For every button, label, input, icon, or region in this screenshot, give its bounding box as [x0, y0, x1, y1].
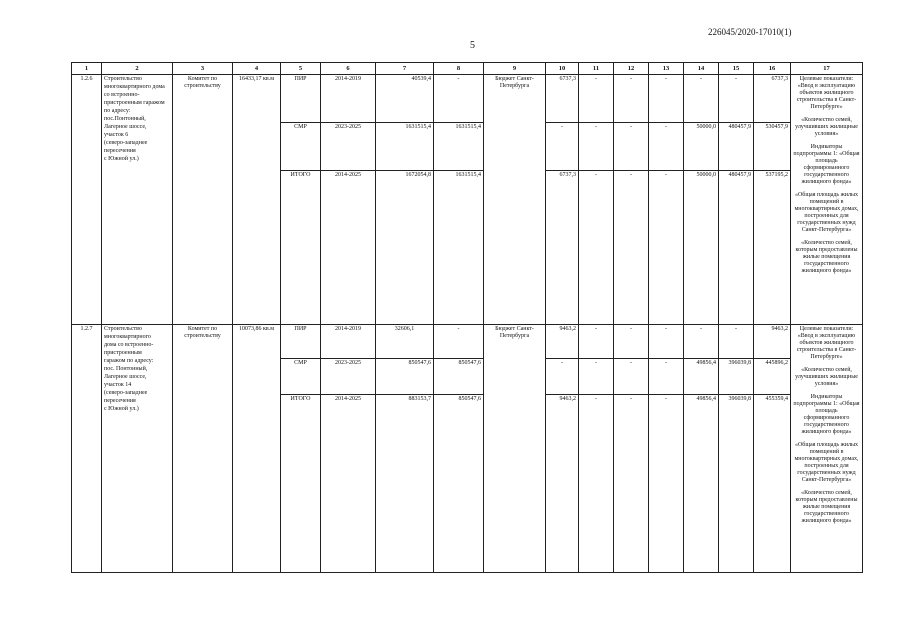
- object-description: Строительство многоквартирного дома со встроенно- пристроенным гаражом по адресу: пос.Понтонный, Лагерное шоссе, участок 6 (северо-западнее пересечения с Южной ул.): [102, 75, 173, 325]
- stage-col10: 9463,2: [546, 395, 579, 573]
- stage-col15: 396039,8: [719, 395, 754, 573]
- stage-col11: -: [579, 75, 614, 123]
- stage-total: 850547,6: [376, 359, 434, 395]
- stage-type: ПИР: [281, 325, 321, 359]
- stage-col11: -: [579, 123, 614, 171]
- stage-col13: -: [649, 75, 684, 123]
- column-number: 15: [719, 63, 754, 75]
- row-id: 1.2.7: [72, 325, 102, 573]
- table-row: [72, 325, 863, 359]
- target-indicators: Целевые показатели: «Ввод в эксплуатацию объектов жилищного строительства в Санкт-Петербурге» «Количество семей, улучшивших жилищные условия» Индикаторы подпрограммы 1: «Общая площадь сформированного государственного жилищного фонда» «Общая площадь жилых помещений в многоквартирных домах, построенных для государственных нужд Санкт-Петербурга» «Количество семей, которым предоставлены жилые помещения государственного жилищного фонда»: [791, 75, 863, 325]
- stage-col16: 530457,9: [754, 123, 791, 171]
- stage-col16: 9463,2: [754, 325, 791, 359]
- column-number: 3: [173, 63, 233, 75]
- area: 10073,86 кв.м: [233, 325, 281, 573]
- stage-col12: -: [614, 123, 649, 171]
- stage-col8: 1631515,4: [434, 123, 484, 171]
- stage-col11: -: [579, 171, 614, 325]
- object-description: Строительство многоквартирного дома со встроенно- пристроенным гаражом по адресу: пос. Понтонный, Лагерное шоссе, участок 14 (северо-западнее пересечения с Южной ул.): [102, 325, 173, 573]
- stage-col8: -: [434, 75, 484, 123]
- stage-col13: -: [649, 171, 684, 325]
- stage-total: 32606,1: [376, 325, 434, 359]
- stage-col15: 396039,8: [719, 359, 754, 395]
- stage-col13: -: [649, 395, 684, 573]
- stage-period: 2014-2019: [321, 325, 376, 359]
- target-indicators: Целевые показатели: «Ввод в эксплуатацию объектов жилищного строительства в Санкт-Петербурге» «Количество семей, улучшивших жилищные условия» Индикаторы подпрограммы 1: «Общая площадь сформированного государственного жилищного фонда» «Общая площадь жилых помещений в многоквартирных домах, построенных для государственных нужд Санкт-Петербурга» «Количество семей, которым предоставлены жилые помещения государственного жилищного фонда»: [791, 325, 863, 573]
- column-number: 10: [546, 63, 579, 75]
- table-row: [72, 75, 863, 123]
- stage-period: 2023-2025: [321, 359, 376, 395]
- page-number: 5: [470, 40, 475, 51]
- stage-total: 1631515,4: [376, 123, 434, 171]
- stage-col12: -: [614, 75, 649, 123]
- stage-col11: -: [579, 395, 614, 573]
- stage-total: 883153,7: [376, 395, 434, 573]
- stage-type: ПИР: [281, 75, 321, 123]
- stage-col10: -: [546, 123, 579, 171]
- stage-col10: 6737,3: [546, 171, 579, 325]
- column-number: 6: [321, 63, 376, 75]
- stage-col14: -: [684, 75, 719, 123]
- stage-col15: 480457,9: [719, 171, 754, 325]
- funding-source: Бюджет Санкт-Петербурга: [484, 325, 546, 573]
- column-number: 8: [434, 63, 484, 75]
- stage-col8: -: [434, 325, 484, 359]
- stage-period: 2023-2025: [321, 123, 376, 171]
- stage-col13: -: [649, 359, 684, 395]
- stage-type: СМР: [281, 359, 321, 395]
- stage-col15: -: [719, 75, 754, 123]
- column-number: 5: [281, 63, 321, 75]
- stage-total: 40539,4: [376, 75, 434, 123]
- column-number: 4: [233, 63, 281, 75]
- stage-period: 2014-2025: [321, 395, 376, 573]
- column-number: 14: [684, 63, 719, 75]
- stage-col12: -: [614, 171, 649, 325]
- column-number: 7: [376, 63, 434, 75]
- stage-type: ИТОГО: [281, 171, 321, 325]
- executor: Комитет по строительству: [173, 325, 233, 573]
- stage-col11: -: [579, 325, 614, 359]
- stage-period: 2014-2019: [321, 75, 376, 123]
- stage-col16: 445896,2: [754, 359, 791, 395]
- stage-col13: -: [649, 325, 684, 359]
- stage-col10: 9463,2: [546, 325, 579, 359]
- stage-type: ИТОГО: [281, 395, 321, 573]
- column-number: 12: [614, 63, 649, 75]
- stage-col14: 50000,0: [684, 171, 719, 325]
- stage-col14: 50000,0: [684, 123, 719, 171]
- column-number: 11: [579, 63, 614, 75]
- stage-col12: -: [614, 395, 649, 573]
- funding-source: Бюджет Санкт-Петербурга: [484, 75, 546, 325]
- stage-col12: -: [614, 359, 649, 395]
- stage-total: 1672054,8: [376, 171, 434, 325]
- column-number: 17: [791, 63, 863, 75]
- stage-col16: 6737,3: [754, 75, 791, 123]
- row-id: 1.2.6: [72, 75, 102, 325]
- column-number: 2: [102, 63, 173, 75]
- area: 16433,17 кв.м: [233, 75, 281, 325]
- stage-col10: -: [546, 359, 579, 395]
- stage-col11: -: [579, 359, 614, 395]
- stage-col12: -: [614, 325, 649, 359]
- stage-col14: 49856,4: [684, 395, 719, 573]
- stage-col8: 850547,6: [434, 359, 484, 395]
- column-number-row: [72, 63, 863, 75]
- stage-col14: -: [684, 325, 719, 359]
- stage-col16: 537195,2: [754, 171, 791, 325]
- column-number: 13: [649, 63, 684, 75]
- column-number: 16: [754, 63, 791, 75]
- document-number: 226045/2020-17010(1): [708, 27, 792, 37]
- column-number: 1: [72, 63, 102, 75]
- executor: Комитет по строительству: [173, 75, 233, 325]
- stage-col8: 1631515,4: [434, 171, 484, 325]
- column-number: 9: [484, 63, 546, 75]
- stage-col15: -: [719, 325, 754, 359]
- stage-col14: 49856,4: [684, 359, 719, 395]
- stage-type: СМР: [281, 123, 321, 171]
- program-table: [71, 62, 863, 573]
- stage-col8: 850547,6: [434, 395, 484, 573]
- stage-period: 2014-2025: [321, 171, 376, 325]
- stage-col15: 480457,9: [719, 123, 754, 171]
- stage-col16: 455359,4: [754, 395, 791, 573]
- stage-col13: -: [649, 123, 684, 171]
- stage-col10: 6737,3: [546, 75, 579, 123]
